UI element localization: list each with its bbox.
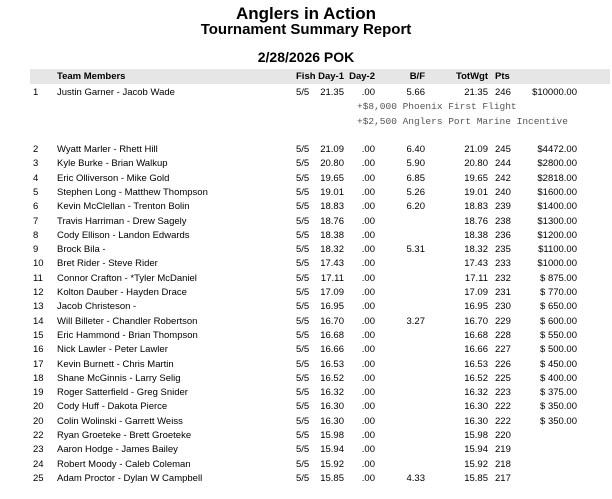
pts-cell: 232 (495, 272, 511, 284)
report-subtitle: Tournament Summary Report (200, 21, 412, 38)
totwgt-cell: 18.83 (464, 201, 488, 213)
team-cell: Will Billeter - Chandler Robertson (57, 315, 198, 327)
totwgt-cell: 15.85 (464, 472, 488, 484)
day2-cell: .00 (361, 358, 375, 370)
team-cell: Cody Ellison - Landon Edwards (57, 229, 190, 241)
table-row (0, 186, 612, 201)
table-row (0, 157, 612, 172)
place-cell: 7 (33, 215, 39, 227)
prize-cell: $ 375.00 (540, 387, 577, 399)
totwgt-cell: 16.68 (464, 329, 488, 341)
pts-cell: 239 (495, 201, 511, 213)
team-cell: Ryan Groeteke - Brett Groeteke (57, 430, 192, 441)
table-row (0, 272, 612, 287)
pts-cell: 238 (495, 215, 511, 227)
team-cell: Aaron Hodge - James Bailey (57, 444, 178, 456)
pts-cell: 217 (495, 472, 511, 484)
totwgt-cell: 18.76 (464, 215, 488, 227)
table-row (0, 315, 612, 330)
day1-cell: 18.32 (320, 244, 344, 256)
table-row (0, 300, 612, 315)
pts-cell: 231 (495, 287, 511, 298)
place-cell: 15 (33, 329, 44, 341)
team-cell: Eric Olliverson - Mike Gold (57, 172, 170, 184)
day1-cell: 19.01 (320, 186, 344, 198)
table-row (0, 400, 612, 415)
day2-cell: .00 (361, 172, 375, 184)
fish-cell: 5/5 (296, 287, 310, 298)
fish-cell: 5/5 (296, 87, 310, 98)
day2-cell: .00 (361, 301, 375, 313)
prize-cell: $ 500.00 (540, 344, 577, 356)
place-cell: 20 (33, 401, 44, 413)
pts-cell: 233 (495, 258, 511, 270)
prize-cell: $4472.00 (537, 144, 577, 155)
place-cell: 25 (33, 472, 44, 484)
prize-cell: $1100.00 (538, 244, 577, 256)
totwgt-cell: 16.66 (464, 344, 488, 356)
place-cell: 19 (33, 387, 44, 399)
table-row (0, 386, 612, 401)
day2-cell: .00 (361, 272, 375, 284)
table-row (0, 257, 612, 272)
prize-cell: $1200.00 (537, 229, 577, 241)
day1-cell: 21.09 (320, 144, 344, 155)
totwgt-cell: 16.52 (464, 372, 488, 384)
prize-cell: $ 550.00 (540, 329, 577, 341)
team-cell: Roger Satterfield - Greg Snider (57, 387, 188, 399)
prize-cell: $2818.00 (537, 172, 577, 184)
day2-cell: .00 (361, 372, 375, 384)
fish-cell: 5/5 (296, 372, 310, 384)
totwgt-cell: 17.43 (464, 258, 488, 270)
fish-cell: 5/5 (296, 315, 310, 327)
day2-cell: .00 (361, 329, 375, 341)
team-cell: Travis Harriman - Drew Sagely (57, 215, 187, 227)
day1-cell: 17.43 (320, 258, 344, 270)
day2-cell: .00 (361, 430, 375, 441)
prize-cell: $ 350.00 (540, 401, 577, 413)
day2-cell: .00 (361, 201, 375, 213)
day2-cell: .00 (361, 87, 375, 98)
team-cell: Kolton Dauber - Hayden Drace (57, 287, 187, 298)
day1-cell: 16.68 (320, 329, 344, 341)
fish-cell: 5/5 (296, 444, 310, 456)
bf-cell: 5.26 (406, 186, 425, 198)
place-cell: 14 (33, 315, 44, 327)
day1-cell: 16.53 (320, 358, 344, 370)
totwgt-cell: 18.38 (464, 229, 488, 241)
prize-cell: $1300.00 (537, 215, 577, 227)
prize-cell: $2800.00 (537, 158, 577, 170)
table-header (30, 69, 610, 84)
day1-cell: 16.52 (320, 372, 344, 384)
team-cell: Justin Garner - Jacob Wade (57, 87, 175, 98)
team-cell: Adam Proctor - Dylan W Campbell (57, 472, 203, 484)
fish-cell: 5/5 (296, 229, 310, 241)
place-cell: 2 (33, 144, 39, 155)
fish-cell: 5/5 (296, 472, 310, 484)
team-cell: Kevin Burnett - Chris Martin (57, 358, 174, 370)
fish-cell: 5/5 (296, 458, 310, 470)
bf-cell: 5.66 (406, 87, 425, 98)
table-row (0, 372, 612, 387)
team-cell: Jacob Christeson - (57, 301, 137, 313)
place-cell: 22 (33, 430, 44, 441)
day2-cell: .00 (361, 444, 375, 456)
day1-cell: 15.94 (320, 444, 344, 456)
day2-cell: .00 (361, 258, 375, 270)
table-row (0, 229, 612, 244)
day1-cell: 18.38 (320, 229, 344, 241)
fish-cell: 5/5 (296, 201, 310, 213)
col-totwgt-header: TotWgt (456, 71, 488, 82)
day2-cell: .00 (361, 244, 375, 256)
pts-cell: 220 (495, 430, 511, 441)
fish-cell: 5/5 (296, 387, 310, 399)
team-cell: Nick Lawler - Peter Lawler (57, 344, 168, 356)
team-cell: Eric Hammond - Brian Thompson (57, 329, 198, 341)
table-row (0, 472, 612, 487)
day1-cell: 17.09 (320, 287, 344, 298)
bf-cell: 5.31 (406, 244, 425, 256)
pts-cell: 230 (495, 301, 511, 313)
totwgt-cell: 17.09 (464, 287, 488, 298)
table-row (0, 343, 612, 358)
totwgt-cell: 16.95 (464, 301, 488, 313)
prize-cell: $ 350.00 (540, 415, 577, 427)
table-row (0, 458, 612, 473)
team-cell: Colin Wolinski - Garrett Weiss (57, 415, 183, 427)
table-row (0, 143, 612, 158)
place-cell: 11 (33, 272, 43, 284)
day2-cell: .00 (361, 387, 375, 399)
bf-cell: 3.27 (406, 315, 425, 327)
prize-cell: $1000.00 (537, 258, 577, 270)
bf-cell: 6.40 (406, 144, 425, 155)
day2-cell: .00 (361, 144, 375, 155)
col-fish-header: Fish (296, 71, 316, 82)
place-cell: 18 (33, 372, 44, 384)
totwgt-cell: 16.30 (464, 415, 488, 427)
pts-cell: 236 (495, 229, 511, 241)
day2-cell: .00 (361, 186, 375, 198)
col-team-header: Team Members (57, 71, 126, 82)
fish-cell: 5/5 (296, 344, 310, 356)
prize-cell: $1600.00 (537, 186, 577, 198)
day1-cell: 15.85 (320, 472, 344, 484)
pts-cell: 242 (495, 172, 511, 184)
col-bf-header: B/F (409, 71, 425, 82)
day2-cell: .00 (361, 415, 375, 427)
place-cell: 23 (33, 444, 44, 456)
fish-cell: 5/5 (296, 401, 310, 413)
place-cell: 6 (33, 201, 39, 213)
day1-cell: 16.95 (320, 301, 344, 313)
table-row (0, 215, 612, 230)
day1-cell: 19.65 (320, 172, 344, 184)
day2-cell: .00 (361, 458, 375, 470)
fish-cell: 5/5 (296, 158, 310, 170)
table-row (0, 286, 612, 301)
day2-cell: .00 (361, 158, 375, 170)
day2-cell: .00 (361, 315, 375, 327)
prize-cell: $ 650.00 (540, 301, 577, 313)
totwgt-cell: 21.35 (464, 87, 488, 98)
day1-cell: 15.92 (320, 458, 344, 470)
col-day1-header: Day-1 (318, 71, 344, 82)
day1-cell: 20.80 (320, 158, 344, 170)
pts-cell: 225 (495, 372, 511, 384)
event-label: 2/28/2026 POK (257, 49, 355, 65)
bf-cell: 4.33 (406, 472, 425, 484)
totwgt-cell: 21.09 (464, 144, 488, 155)
pts-cell: 223 (495, 387, 511, 399)
team-cell: Cody Huff - Dakota Pierce (57, 401, 168, 413)
fish-cell: 5/5 (296, 415, 310, 427)
table-row (0, 172, 612, 187)
fish-cell: 5/5 (296, 215, 310, 227)
day1-cell: 16.32 (320, 387, 344, 399)
fish-cell: 5/5 (296, 258, 310, 270)
place-cell: 10 (33, 258, 44, 270)
pts-cell: 246 (495, 87, 511, 98)
pts-cell: 245 (495, 144, 511, 155)
prize-cell: $1400.00 (537, 201, 577, 213)
team-cell: Connor Crafton - *Tyler McDaniel (57, 272, 197, 284)
pts-cell: 219 (495, 444, 511, 456)
totwgt-cell: 18.32 (464, 244, 488, 256)
place-cell: 3 (33, 158, 39, 170)
prize-cell: $ 600.00 (540, 315, 577, 327)
place-cell: 13 (33, 301, 44, 313)
fish-cell: 5/5 (296, 301, 310, 313)
place-cell: 9 (33, 244, 39, 256)
fish-cell: 5/5 (296, 172, 310, 184)
bonus-note: +$8,000 Phoenix First Flight (357, 101, 517, 112)
day1-cell: 21.35 (320, 87, 344, 98)
prize-cell: $ 875.00 (540, 272, 577, 284)
pts-cell: 218 (495, 458, 511, 470)
day1-cell: 16.30 (320, 415, 344, 427)
totwgt-cell: 19.01 (464, 186, 488, 198)
pts-cell: 244 (495, 158, 511, 170)
table-row (0, 358, 612, 373)
place-cell: 5 (33, 186, 39, 198)
day2-cell: .00 (361, 287, 375, 298)
totwgt-cell: 16.32 (464, 387, 488, 399)
team-cell: Bret Rider - Steve Rider (57, 258, 158, 270)
place-cell: 4 (33, 172, 39, 184)
team-cell: Kevin McClellan - Trenton Bolin (57, 201, 190, 213)
bf-cell: 6.20 (406, 201, 425, 213)
place-cell: 12 (33, 287, 44, 298)
day1-cell: 16.66 (320, 344, 344, 356)
day1-cell: 18.76 (320, 215, 344, 227)
place-cell: 1 (33, 87, 39, 98)
pts-cell: 226 (495, 358, 511, 370)
day1-cell: 15.98 (320, 430, 344, 441)
pts-cell: 227 (495, 344, 511, 356)
fish-cell: 5/5 (296, 186, 310, 198)
table-row (0, 200, 612, 215)
table-row (0, 443, 612, 458)
fish-cell: 5/5 (296, 329, 310, 341)
pts-cell: 222 (495, 401, 511, 413)
day2-cell: .00 (361, 401, 375, 413)
team-cell: Wyatt Marler - Rhett Hill (57, 144, 158, 155)
pts-cell: 240 (495, 186, 511, 198)
place-cell: 17 (33, 358, 44, 370)
pts-cell: 229 (495, 315, 511, 327)
table-row (0, 243, 612, 258)
fish-cell: 5/5 (296, 430, 310, 441)
prize-cell: $10000.00 (532, 87, 577, 98)
day1-cell: 18.83 (320, 201, 344, 213)
totwgt-cell: 15.92 (464, 458, 488, 470)
fish-cell: 5/5 (296, 144, 310, 155)
team-cell: Shane McGinnis - Larry Selig (57, 372, 181, 384)
pts-cell: 228 (495, 329, 511, 341)
totwgt-cell: 20.80 (464, 158, 488, 170)
day1-cell: 16.30 (320, 401, 344, 413)
place-cell: 16 (33, 344, 44, 356)
table-row (0, 429, 612, 444)
totwgt-cell: 19.65 (464, 172, 488, 184)
day1-cell: 17.11 (320, 272, 344, 284)
bf-cell: 5.90 (406, 158, 425, 170)
pts-cell: 222 (495, 415, 511, 427)
bf-cell: 6.85 (406, 172, 425, 184)
prize-cell: $ 770.00 (540, 287, 577, 298)
fish-cell: 5/5 (296, 244, 310, 256)
team-cell: Brock Bila - (57, 244, 106, 256)
totwgt-cell: 15.94 (464, 444, 488, 456)
totwgt-cell: 17.11 (464, 272, 488, 284)
place-cell: 8 (33, 229, 39, 241)
table-row (0, 329, 612, 344)
col-day2-header: Day-2 (349, 71, 375, 82)
col-pts-header: Pts (495, 71, 510, 82)
totwgt-cell: 15.98 (464, 430, 488, 441)
pts-cell: 235 (495, 244, 511, 256)
day2-cell: .00 (361, 229, 375, 241)
day2-cell: .00 (361, 215, 375, 227)
bonus-note: +$2,500 Anglers Port Marine Incentive (357, 116, 568, 127)
place-cell: 24 (33, 458, 44, 470)
table-row (0, 86, 612, 101)
totwgt-cell: 16.70 (464, 315, 488, 327)
report-title: Anglers in Action (235, 4, 377, 23)
team-cell: Stephen Long - Matthew Thompson (57, 186, 208, 198)
totwgt-cell: 16.30 (464, 401, 488, 413)
day1-cell: 16.70 (320, 315, 344, 327)
place-cell: 20 (33, 415, 44, 427)
day2-cell: .00 (361, 472, 375, 484)
fish-cell: 5/5 (296, 358, 310, 370)
prize-cell: $ 450.00 (540, 358, 577, 370)
day2-cell: .00 (361, 344, 375, 356)
table-row (0, 415, 612, 430)
team-cell: Robert Moody - Caleb Coleman (57, 458, 191, 470)
totwgt-cell: 16.53 (464, 358, 488, 370)
team-cell: Kyle Burke - Brian Walkup (57, 158, 168, 170)
prize-cell: $ 400.00 (540, 372, 577, 384)
fish-cell: 5/5 (296, 272, 310, 284)
